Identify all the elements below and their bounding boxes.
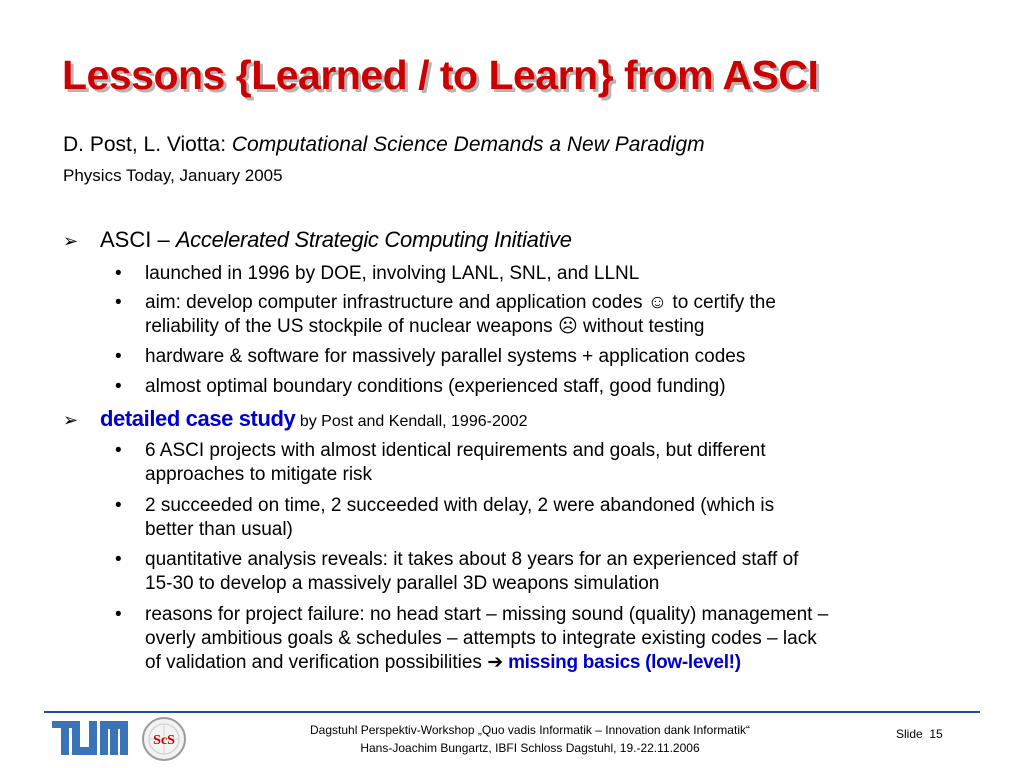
slide-title: Lessons {Learned / to Learn} from ASCI [62,52,819,98]
bullet-text-line: quantitative analysis reveals: it takes about 8 years for an experienced staff of [145,549,799,570]
footer-workshop-title: Dagstuhl Perspektiv-Workshop „Quo vadis Informatik – Innovation dank Informatik“ [310,723,750,737]
bullet-text [145,494,774,542]
section-case-study-label: detailed case study [100,406,296,431]
slide-number [896,727,943,741]
dot-bullet-icon: • [115,292,122,313]
bullet-text [145,439,766,487]
bullet-text [145,291,776,339]
dot-bullet-icon: • [115,604,122,625]
bullet-text-line: of validation and verification possibilities [145,652,488,673]
dot-bullet-icon: • [115,440,122,461]
bullet-text-line: 2 succeeded on time, 2 succeeded with delay, 2 were abandoned (which is [145,495,775,516]
bullet-text [145,548,798,596]
section-asci-heading [63,227,572,253]
section-asci-italic: Accelerated Strategic Computing Initiative [175,227,572,252]
bullet-text-part: without testing [577,316,705,337]
bullet-text-line: approaches to mitigate risk [145,464,373,485]
slide-number-value: 15 [929,727,943,741]
dot-bullet-icon: • [115,263,122,284]
scs-logo-text: ScS [153,733,175,748]
frowny-icon: ☹ [557,316,578,337]
scs-logo [141,716,187,762]
bullet-text-line: reasons for project failure: no head start – missing sound (quality) management – [145,604,829,625]
section-case-study-note: by Post and Kendall, 1996-2002 [295,413,528,430]
bullet-text: hardware & software for massively parallel systems + application codes [145,346,746,367]
bullet-text-line: 15-30 to develop a massively parallel 3D weapons simulation [145,573,660,594]
reference-article-title: Computational Science Demands a New Paradigm [231,133,705,156]
footer-divider [44,711,980,713]
missing-basics-highlight: missing basics (low-level!) [503,652,741,673]
section-asci-label: ASCI – [100,227,176,252]
section-case-study-heading [63,406,528,432]
dot-bullet-icon: • [115,376,122,397]
right-arrow-icon: ➔ [487,652,504,673]
bullet-text: almost optimal boundary conditions (experienced staff, good funding) [145,376,726,397]
smiley-icon: ☺ [647,292,668,313]
bullet-text [145,603,828,675]
reference-authors: D. Post, L. Viotta: [63,133,232,156]
dot-bullet-icon: • [115,495,122,516]
footer-author-venue: Hans-Joachim Bungartz, IBFI Schloss Dagstuhl, 19.-22.11.2006 [360,741,700,755]
bullet-text-line: overly ambitious goals & schedules – attempts to integrate existing codes – lack [145,628,817,649]
tum-logo [52,719,128,757]
dot-bullet-icon: • [115,346,122,367]
bullet-text-line: better than usual) [145,519,293,540]
bullet-text-line: 6 ASCI projects with almost identical requirements and goals, but different [145,440,766,461]
arrow-bullet-icon: ➢ [63,410,79,430]
reference-journal: Physics Today, January 2005 [63,166,283,185]
reference-authors-line [63,133,705,157]
slide-label: Slide [896,727,923,741]
bullet-text: launched in 1996 by DOE, involving LANL, SNL, and LLNL [145,263,640,284]
arrow-bullet-icon: ➢ [63,231,79,251]
dot-bullet-icon: • [115,549,122,570]
bullet-text-part: to certify the [667,292,776,313]
bullet-text-part: aim: develop computer infrastructure and application codes [145,292,648,313]
bullet-text-part: reliability of the US stockpile of nuclear weapons [145,316,558,337]
